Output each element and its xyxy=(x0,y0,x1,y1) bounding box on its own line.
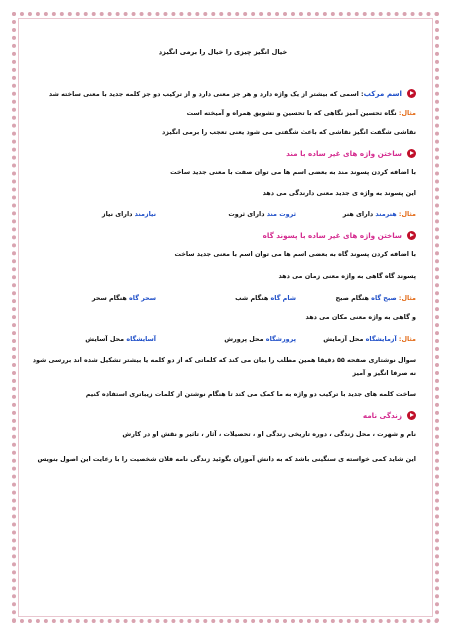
question-paragraph: سوال نوشتاری صفحه ۵۵ دقیقا همین مطلب را بیان می کند که کلماتی که از دو کلمه یا بیشتر تشکیل شده اند بررسی شود نه صرفا انگیز و آمیز xyxy=(32,356,416,377)
section-heading-biography xyxy=(30,411,416,420)
section-heading-gah xyxy=(30,231,416,240)
example-word: صبح گاه xyxy=(371,294,397,302)
term-compound-noun: اسم مرکب xyxy=(363,89,402,98)
example-word: نیازمند xyxy=(134,210,156,218)
example-gloss: دارای ثروت xyxy=(228,210,267,218)
example-item xyxy=(102,210,156,219)
example-gloss: دارای نیاز xyxy=(101,210,135,218)
definition-text xyxy=(49,89,402,99)
example-gloss: محل آسایش xyxy=(85,335,127,343)
example-gloss: دارای هنر xyxy=(342,210,376,218)
place-examples-row xyxy=(30,335,416,344)
closing-paragraph: ساخت کلمه های جدید با ترکیب دو واژه به ما کمک می کند تا هنگام نوشتن از کلمات زیباتری استفاده کنیم xyxy=(85,390,416,398)
example-item xyxy=(156,294,296,303)
example-item xyxy=(85,335,156,344)
paragraph: این شاید کمی خواسته ی سنگینی باشد که به دانش آموزان بگوئید زندگی نامه فلان شخصیت را با رعایت این اصول بنویس xyxy=(37,455,416,463)
section-heading-text: زندگی نامه xyxy=(362,411,402,420)
play-bullet-icon xyxy=(407,411,416,420)
example-item xyxy=(296,210,416,219)
paragraph: با اضافه کردن پسوند مند به بعضی اسم ها می توان صفت با معنی جدید ساخت xyxy=(170,168,416,176)
example-word: سحر گاه xyxy=(129,294,156,302)
example-gloss: محل پرورش xyxy=(224,335,266,343)
example-word: ثروت مند xyxy=(266,210,296,218)
example-item xyxy=(296,294,416,303)
example-item xyxy=(92,294,156,303)
example-word: آزمایشگاه xyxy=(365,335,397,343)
section-heading-text: ساختن واژه های غیر ساده با مند xyxy=(286,149,402,158)
example-word: پرورشگاه xyxy=(265,335,296,343)
example-word: آسایشگاه xyxy=(126,335,156,343)
example-gloss: هنگام سحر xyxy=(91,294,130,302)
example-label: مثال: xyxy=(398,335,416,343)
play-bullet-icon xyxy=(407,149,416,158)
mand-examples-row xyxy=(30,210,416,219)
example-item xyxy=(156,210,296,219)
example-label: مثال: xyxy=(398,294,416,302)
page-title: خیال انگیز چیزی را خیال را برمی انگیزد xyxy=(158,48,288,56)
play-bullet-icon xyxy=(407,89,416,98)
example-word: هنرمند xyxy=(375,210,397,218)
example-label: مثال: xyxy=(398,210,416,218)
section-heading-mand xyxy=(30,149,416,158)
paragraph: این پسوند به واژه ی جدید معنی دارندگی می دهد xyxy=(262,189,416,197)
example-line xyxy=(30,109,416,118)
paragraph: پسوند گاه گاهی به واژه معنی زمان می دهد xyxy=(278,272,416,280)
paragraph: نام و شهرت ، محل زندگی ، دوره تاریخی زندگی او ، تحصیلات ، آثار ، تاثیر و نقش او در کارش xyxy=(122,430,416,438)
time-examples-row xyxy=(30,294,416,303)
document-body xyxy=(30,48,416,476)
paragraph: و گاهی به واژه معنی مکان می دهد xyxy=(305,313,416,321)
example-gloss: هنگام شب xyxy=(235,294,271,302)
example-text: نگاه تحسین آمیز نگاهی که با تحسین و تشویق همراه و آمیخته است xyxy=(186,109,399,117)
example-item xyxy=(156,335,296,344)
example-gloss: محل آزمایش xyxy=(323,335,366,343)
example-line-2: نقاشی شگفت انگیز نقاشی که باعث شگفتی می شود یعنی تعجب را برمی انگیزد xyxy=(162,128,416,136)
paragraph: با اضافه کردن پسوند گاه به بعضی اسم ها می توان اسم با معنی جدید ساخت xyxy=(174,250,416,258)
play-bullet-icon xyxy=(407,231,416,240)
example-label: مثال: xyxy=(398,109,416,117)
compound-noun-definition xyxy=(30,89,416,99)
definition-rest: : اسمی که بیشتر از یک واژه دارد و هر جز معنی دارد و از ترکیب دو جز کلمه جدید با معنی ساخته شد xyxy=(48,90,364,98)
example-item xyxy=(296,335,416,344)
example-word: شام گاه xyxy=(270,294,296,302)
example-gloss: هنگام صبح xyxy=(335,294,372,302)
section-heading-text: ساختن واژه های غیر ساده با پسوند گاه xyxy=(262,231,402,240)
